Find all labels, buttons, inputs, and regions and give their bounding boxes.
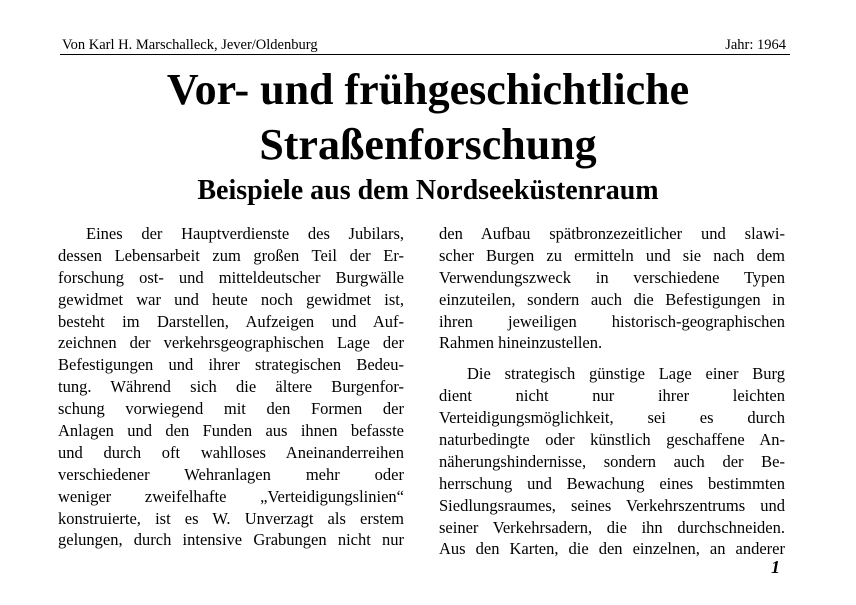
text-line: verschiedener Wehranlagen mehr oder bbox=[58, 464, 404, 484]
text-line: Anlagen und den Funden aus ihnen befasste bbox=[58, 421, 404, 441]
text-line: gewidmet war und heute noch gewidmet ist, bbox=[58, 289, 404, 309]
text-line: einzuteilen, sondern auch die Befestigungen in bbox=[439, 289, 785, 309]
header-author: Von Karl H. Marschalleck, Jever/Oldenburg bbox=[62, 37, 318, 53]
text-line: Befestigungen und ihrer strategischen Bedeu- bbox=[58, 355, 404, 375]
text-line: besteht im Darstellen, Aufzeigen und Auf- bbox=[58, 311, 404, 331]
article-title-line-1: Vor- und frühgeschichtliche bbox=[166, 65, 690, 114]
paragraph-gap bbox=[439, 354, 785, 363]
text-line: Eines der Hauptverdienste des Jubilars, bbox=[86, 224, 404, 243]
text-column-right bbox=[439, 223, 785, 560]
text-line: Siedlungsraumes, seines Verkehrszentrums und bbox=[439, 495, 785, 515]
text-line: Die strategisch günstige Lage einer Burg bbox=[467, 364, 785, 384]
text-line: seiner Verkehrsadern, die ihn durchschneiden. bbox=[439, 517, 785, 537]
running-header bbox=[60, 37, 790, 55]
text-line: naturbedingte oder künstlich geschaffene An- bbox=[439, 430, 785, 450]
text-column-left bbox=[58, 223, 404, 551]
text-line: weniger zweifelhafte „Verteidigungslinien“ bbox=[58, 486, 404, 506]
text-line: tung. Während sich die ältere Burgenfor- bbox=[58, 377, 404, 397]
text-line: forschung ost- und mitteldeutscher Burgwälle bbox=[58, 267, 404, 287]
text-line: Verteidigungsmöglichkeit, sei es durch bbox=[439, 408, 785, 428]
text-line: den Aufbau spätbronzezeitlicher und slawi- bbox=[439, 224, 785, 243]
text-line: Aus den Karten, die den einzelnen, an anderer bbox=[439, 539, 785, 559]
text-line: scher Burgen zu ermitteln und sie nach dem bbox=[439, 245, 785, 265]
page-number: 1 bbox=[771, 557, 780, 577]
text-line: Verwendungszweck in verschiedene Typen bbox=[439, 267, 785, 287]
article-subtitle: Beispiele aus dem Nordseeküstenraum bbox=[197, 175, 659, 206]
header-year: Jahr: 1964 bbox=[725, 37, 786, 53]
article-title-line-2: Straßenforschung bbox=[259, 120, 597, 169]
text-line: gelungen, durch intensive Grabungen nicht nur bbox=[58, 530, 404, 550]
text-line: Rahmen hineinzustellen. bbox=[439, 333, 603, 353]
text-line: zeichnen der verkehrsgeographischen Lage der bbox=[58, 333, 404, 353]
text-line: schung vorwiegend mit den Formen der bbox=[58, 399, 404, 419]
text-line: dient nicht nur ihrer leichten bbox=[439, 386, 785, 406]
text-line: herrschung und Bewachung eines bestimmten bbox=[439, 473, 785, 493]
text-line: dessen Lebensarbeit zum großen Teil der Er- bbox=[58, 245, 404, 265]
text-line: ihren jeweiligen historisch-geographischen bbox=[439, 311, 785, 331]
text-line: und durch oft wahlloses Aneinanderreihen bbox=[58, 442, 404, 462]
text-line: näherungshindernisse, sondern auch der Be- bbox=[439, 451, 785, 471]
text-line: konstruierte, ist es W. Unverzagt als erstem bbox=[58, 508, 404, 528]
